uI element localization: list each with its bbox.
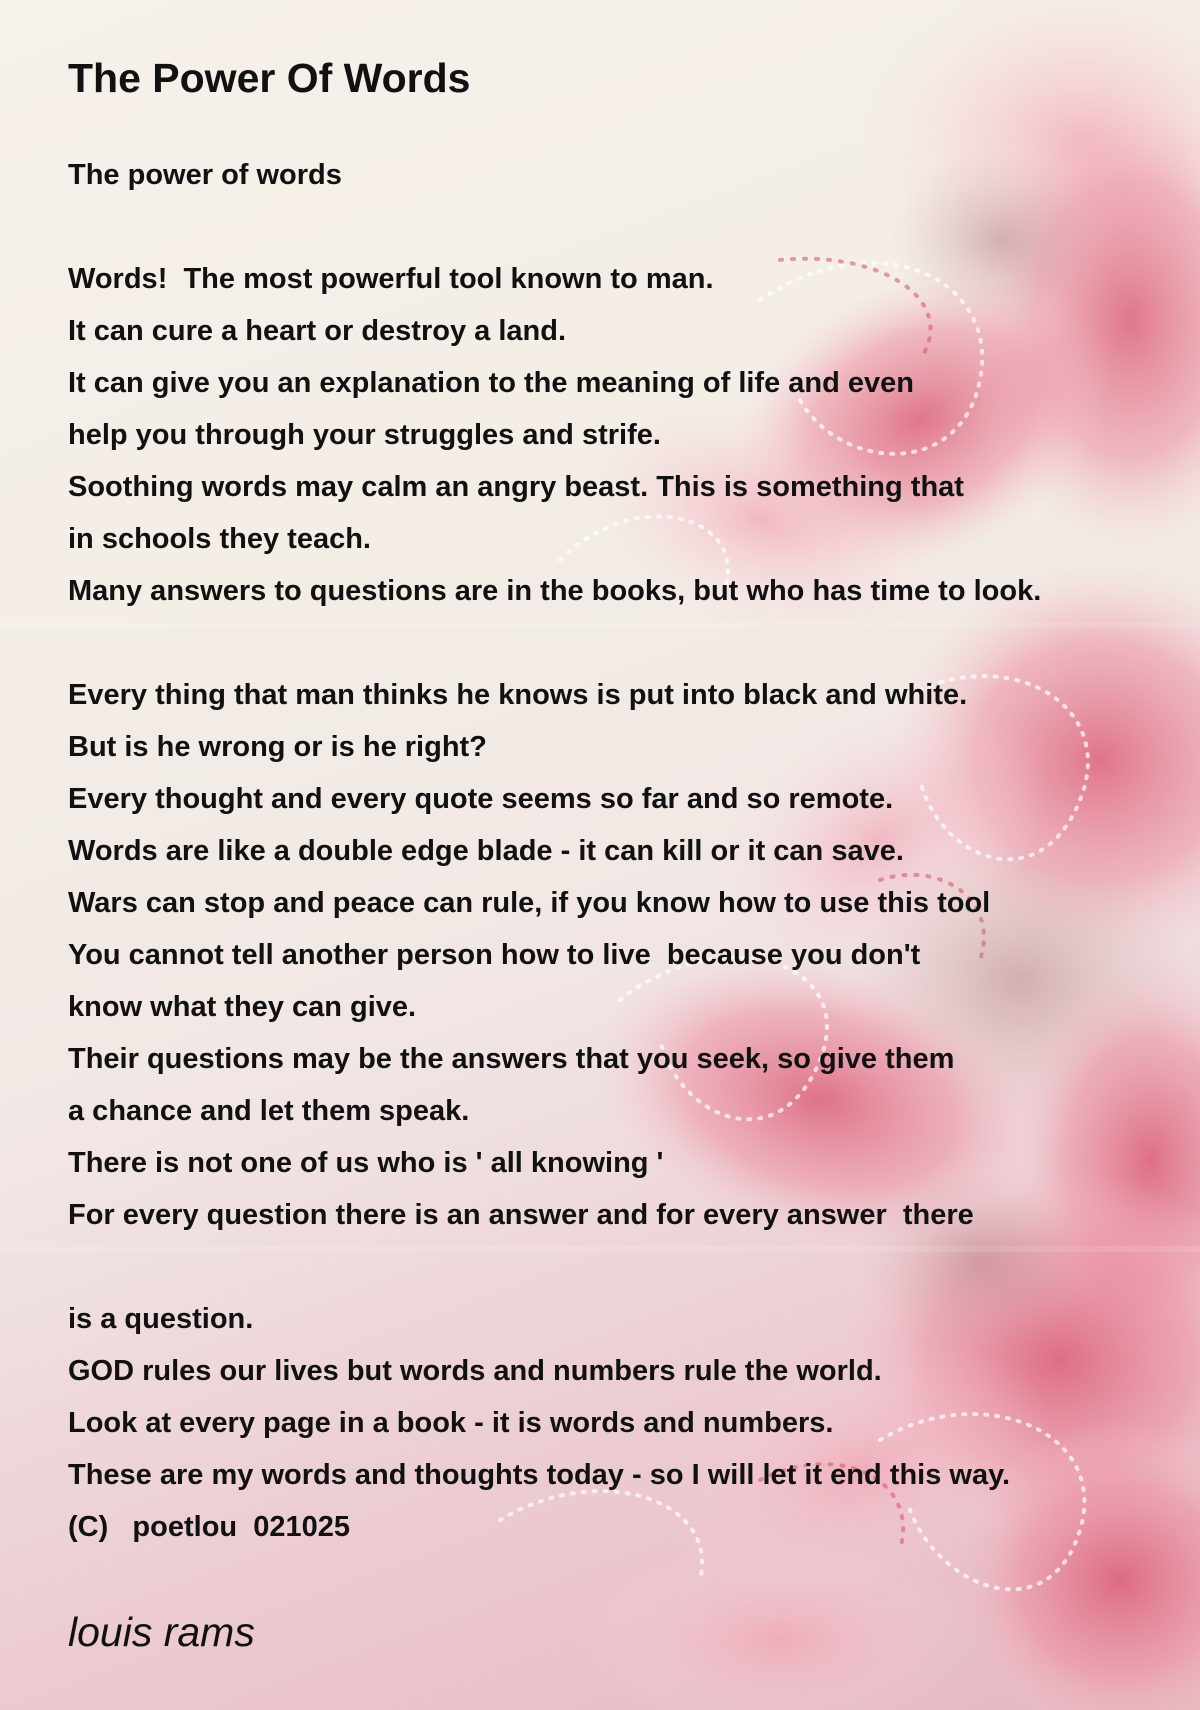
poem-body: [68, 149, 1041, 1553]
poem-line: Soothing words may calm an angry beast. This is something that: [68, 471, 964, 503]
poem-line: You cannot tell another person how to live because you don't: [68, 939, 921, 971]
poem-line: For every question there is an answer and for every answer there: [68, 1199, 974, 1231]
poem-line: It can cure a heart or destroy a land.: [68, 315, 566, 347]
poem-line: Words are like a double edge blade - it can kill or it can save.: [68, 835, 904, 867]
poem-line: GOD rules our lives but words and numbers rule the world.: [68, 1355, 882, 1387]
poem-line: But is he wrong or is he right?: [68, 731, 487, 763]
poem-line: help you through your struggles and strife.: [68, 419, 661, 451]
poem-line: Look at every page in a book - it is words and numbers.: [68, 1407, 834, 1439]
poem-title: The Power Of Words: [68, 55, 471, 101]
poem-line: There is not one of us who is ' all knowing ': [68, 1147, 664, 1179]
poem-line: Their questions may be the answers that you seek, so give them: [68, 1043, 955, 1075]
poem-line: These are my words and thoughts today - so I will let it end this way.: [68, 1459, 1011, 1491]
poem-line: a chance and let them speak.: [68, 1095, 470, 1127]
poem-line: in schools they teach.: [68, 523, 371, 555]
poem-author: louis rams: [68, 1609, 255, 1655]
poem-blank-line: [68, 617, 1041, 669]
poem-blank-line: [68, 201, 1041, 253]
poem-line: (C) poetlou 021025: [68, 1511, 351, 1543]
poem-line: Words! The most powerful tool known to man.: [68, 263, 714, 295]
poem-line: know what they can give.: [68, 991, 417, 1023]
poem-line: Every thought and every quote seems so far and so remote.: [68, 783, 894, 815]
poem-line: Wars can stop and peace can rule, if you know how to use this tool: [68, 887, 991, 919]
poem-blank-line: [68, 1241, 1041, 1293]
poem-line: is a question.: [68, 1303, 254, 1335]
poem-line: Many answers to questions are in the books, but who has time to look.: [68, 575, 1042, 607]
poem-line: Every thing that man thinks he knows is put into black and white.: [68, 679, 968, 711]
poem-line: It can give you an explanation to the meaning of life and even: [68, 367, 914, 399]
poem-line: The power of words: [68, 159, 342, 191]
